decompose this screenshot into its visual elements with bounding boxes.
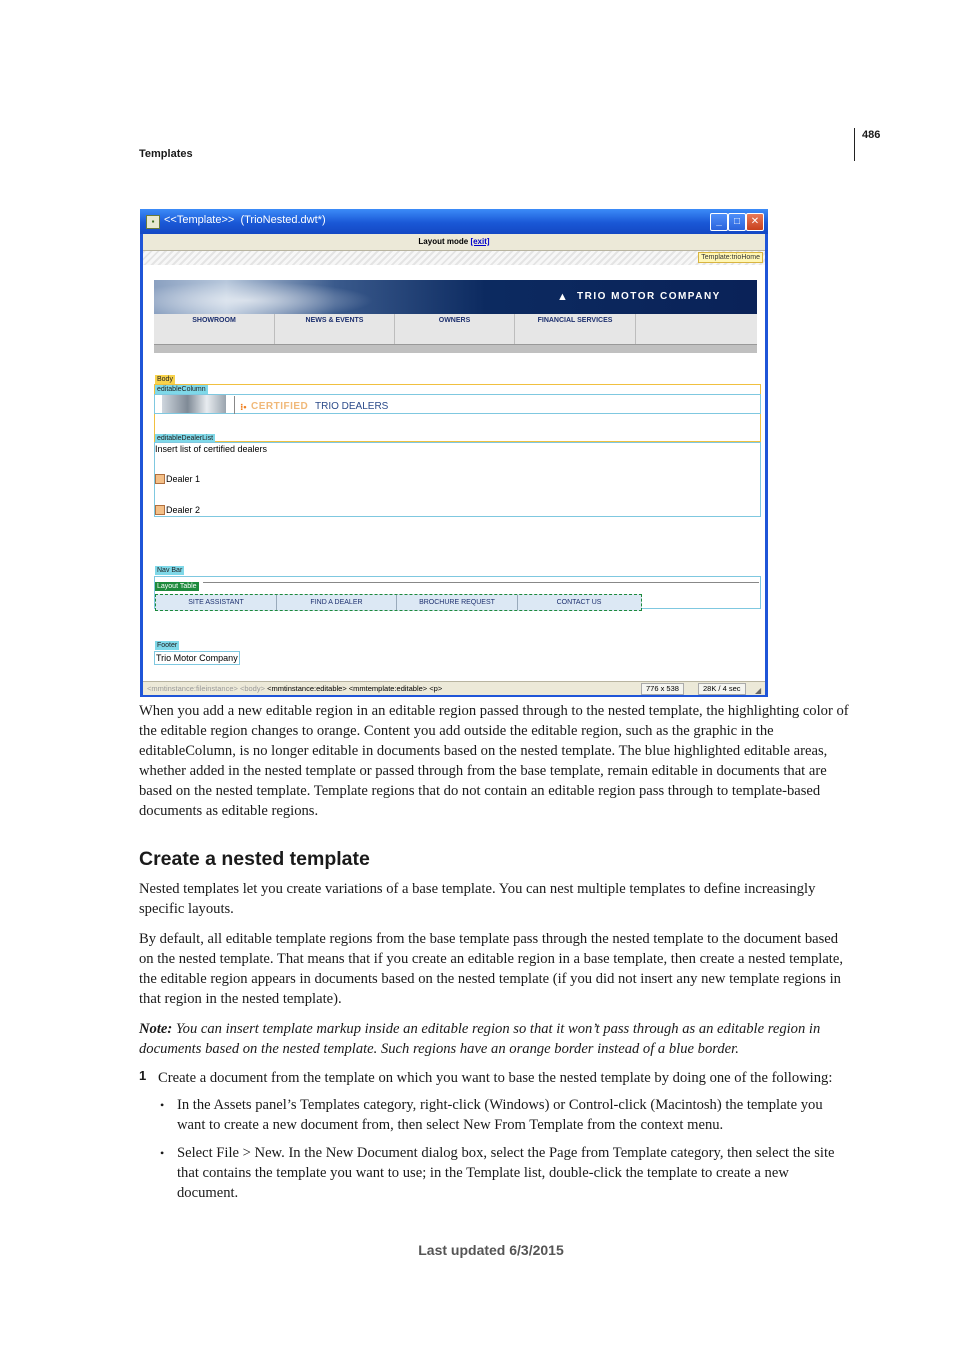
note — [139, 1019, 851, 1059]
template-hatch-area — [143, 251, 765, 265]
nav-strip — [154, 345, 757, 353]
page-number: 486 — [862, 129, 881, 141]
bullet-icon: • — [160, 1146, 165, 1160]
template-tag: Template:trioHome — [698, 252, 763, 263]
last-updated: Last updated 6/3/2015 — [418, 1242, 564, 1258]
car-thumbnail — [162, 395, 226, 413]
nav-owners[interactable]: OWNERS — [395, 314, 515, 344]
paragraph: Nested templates let you create variations of a base template. You can nest multiple templates to define increasingly specific layouts. — [139, 881, 816, 917]
minimize-icon[interactable]: _ — [710, 213, 728, 231]
note-label: Note: — [139, 1021, 173, 1037]
note-text: You can insert template markup inside an editable region so that it won’t pass through as an editable region in documents based on the nested template. Such regions have an orange border instead of a blue border. — [139, 1021, 821, 1057]
window-title: <<Template>> (TrioNested.dwt*) — [164, 214, 326, 226]
banner-car-graphic — [154, 280, 384, 314]
tag-layout-table[interactable]: Layout Table — [157, 583, 197, 590]
step-number: 1 — [139, 1068, 147, 1083]
header-rule — [854, 128, 855, 161]
certified-divider — [234, 396, 235, 414]
layout-mode-bar — [143, 234, 765, 251]
main-nav — [154, 314, 757, 345]
download-size-readout: 28K / 4 sec — [698, 683, 746, 695]
bullet-item: Select File > New. In the New Document dialog box, select the Page from Template category, then select the site that contains the template you want to use; in the Template list, double-click the template to create a new document. — [177, 1145, 835, 1201]
nav-news-events[interactable]: NEWS & EVENTS — [275, 314, 395, 344]
window-size-readout[interactable]: 776 x 538 — [641, 683, 684, 695]
status-bar — [143, 681, 765, 695]
trio-banner — [154, 280, 757, 314]
step-text: Create a document from the template on which you want to base the nested template by doing one of the following: — [158, 1070, 833, 1086]
section-heading: Create a nested template — [139, 848, 370, 870]
link-find-a-dealer[interactable]: FIND A DEALER — [277, 595, 397, 610]
tag-editable-dealer-list[interactable]: editableDealerList — [157, 435, 214, 442]
bullet-icon: • — [160, 1098, 165, 1112]
paragraph: By default, all editable template regions from the base template pass through the nested template to the document based on the nested template. That means that if you create an editable region in a base template, then create a nested template, the editable region appears in documents based on the nested template (if you did not insert any new template regions in that region in the nested template). — [139, 931, 843, 1007]
tag-selector-dim[interactable]: <mmtinstance:fileinstance> <body> — [147, 684, 265, 693]
trio-logo-icon: ▲ — [557, 291, 568, 303]
section-name: Templates — [139, 148, 193, 160]
tag-nav-bar[interactable]: Nav Bar — [157, 567, 183, 574]
link-brochure-request[interactable]: BROCHURE REQUEST — [397, 595, 518, 610]
certified-logo-icon: ⁝• — [240, 402, 247, 412]
dealer-bullet-icon — [155, 474, 165, 484]
tag-selector[interactable] — [147, 682, 442, 695]
certified-word: CERTIFIED — [251, 401, 309, 412]
dealer-item: Dealer 2 — [166, 505, 201, 515]
nav-showroom[interactable]: SHOWROOM — [154, 314, 275, 344]
paragraph: When you add a new editable region in an editable region passed through to the nested template, the highlighting color of the editable region changes to orange. Content you add outside the editable region, such as the graphic in the editableColumn, is no longer editable in documents based on the nested template. The blue highlighted editable areas, whether added in the nested template or passed through from the base template, remain editable in documents that are based on the nested template. Template regions that do not contain an editable region pass through to template-based documents as editable regions. — [139, 703, 849, 819]
link-site-assistant[interactable]: SITE ASSISTANT — [156, 595, 277, 610]
certified-dealers-text: TRIO DEALERS — [315, 401, 389, 412]
nav-financial-services[interactable]: FINANCIAL SERVICES — [515, 314, 636, 344]
resize-grip-icon[interactable]: ◢ — [755, 686, 762, 695]
document-icon: ▪ — [146, 215, 160, 229]
tag-body[interactable]: Body — [157, 376, 173, 383]
tag-footer[interactable]: Footer — [157, 642, 178, 649]
window-titlebar — [140, 209, 768, 234]
nav-bar-line — [203, 582, 759, 583]
footer-region[interactable]: Trio Motor Company — [156, 653, 238, 663]
close-icon[interactable]: ✕ — [746, 213, 764, 231]
template-window-screenshot — [140, 209, 768, 697]
layout-exit-link[interactable]: [exit] — [470, 237, 490, 246]
dealer-insert-text[interactable]: Insert list of certified dealers — [155, 444, 268, 454]
dealer-item: Dealer 1 — [166, 474, 201, 484]
layout-mode-label: Layout mode — [418, 237, 469, 246]
maximize-icon[interactable]: □ — [728, 213, 746, 231]
link-contact-us[interactable]: CONTACT US — [556, 599, 602, 606]
trio-logo-text: TRIO MOTOR COMPANY — [577, 291, 721, 302]
layout-table — [155, 594, 642, 611]
dealer-bullet-icon — [155, 505, 165, 515]
tag-editable-column[interactable]: editableColumn — [157, 386, 206, 393]
tag-selector-active[interactable]: <mmtinstance:editable> <mmtemplate:editable> <p> — [267, 684, 443, 693]
bullet-item: In the Assets panel’s Templates category, right-click (Windows) or Control-click (Macintosh) the template you want to create a new document from, then select New From Template from the context menu. — [177, 1097, 823, 1133]
